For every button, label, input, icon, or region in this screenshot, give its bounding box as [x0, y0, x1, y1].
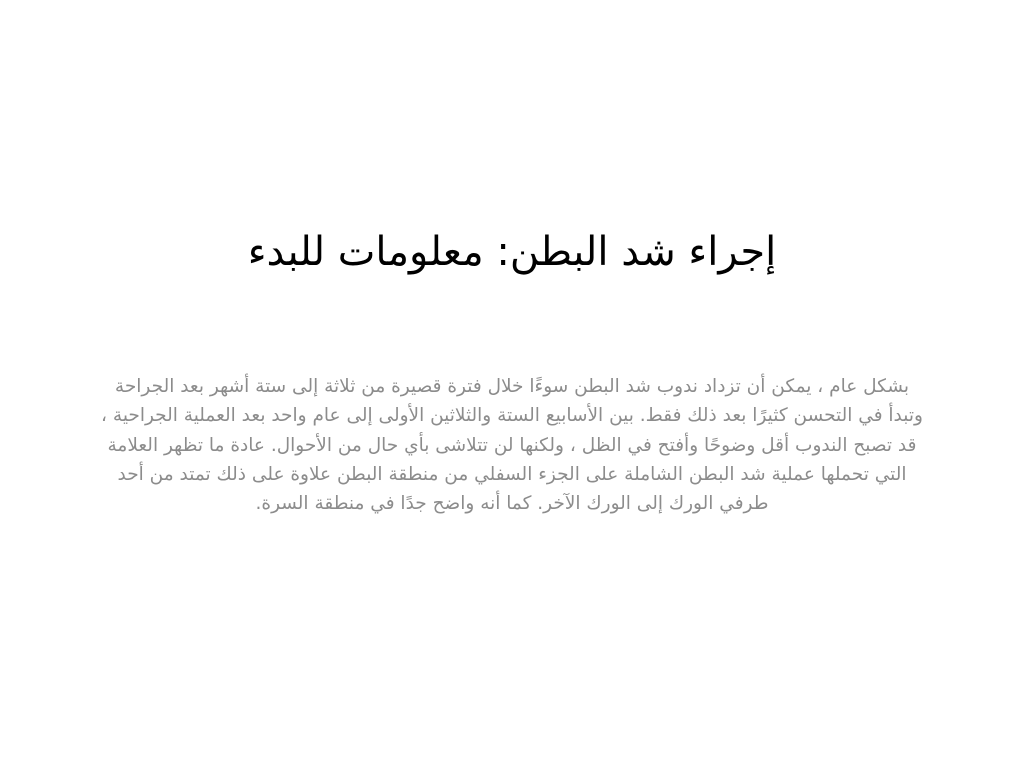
slide-title: إجراء شد البطن: معلومات للبدء	[247, 229, 777, 275]
slide-body-text: بشكل عام ، يمكن أن تزداد ندوب شد البطن سوءًا خلال فترة قصيرة من ثلاثة إلى ستة أشهر بعد الجراحة وتبدأ في التحسن كثيرًا بعد ذلك فقط. بين الأسابيع الستة والثلاثين الأولى إلى عام واحد بعد العملية الجراحية ، قد تصبح الندوب أقل وضوحًا وأفتح في الظل ، ولكنها لن تتلاشى بأي حال من الأحوال. عادة ما تظهر العلامة التي تحملها عملية شد البطن الشاملة على الجزء السفلي من منطقة البطن علاوة على ذلك تمتد من أحد طرفي الورك إلى الورك الآخر. كما أنه واضح جدًا في منطقة السرة.	[101, 376, 923, 515]
